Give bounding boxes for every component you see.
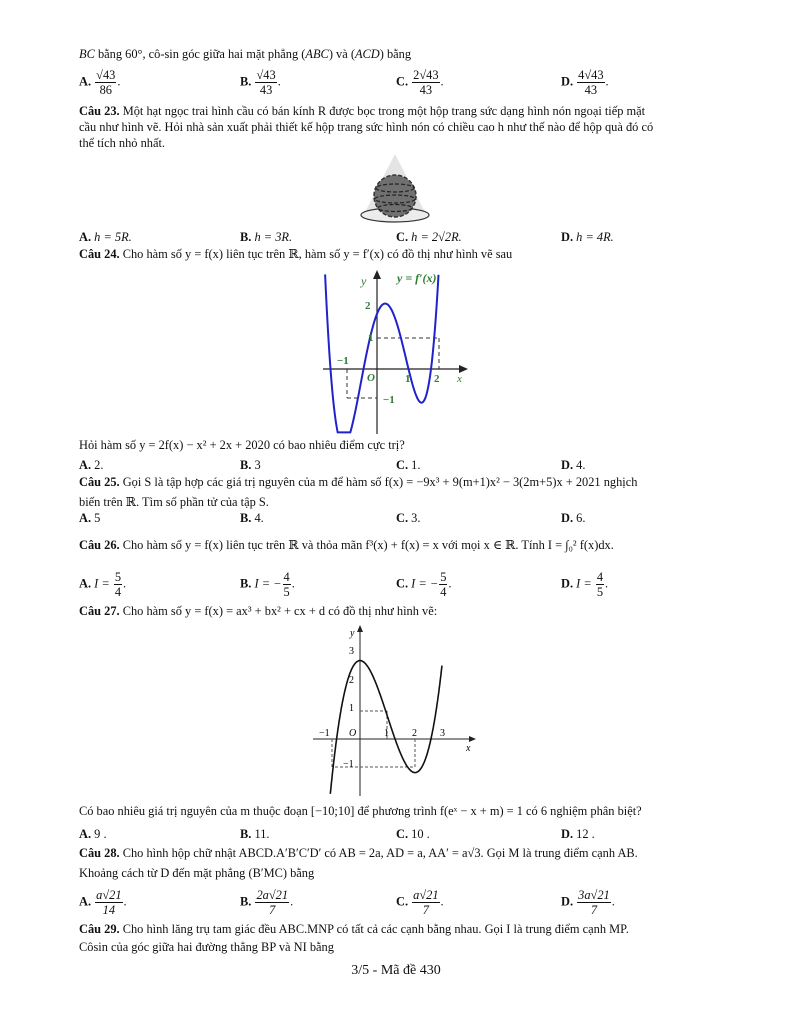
q22-text: ) bằng [379,47,412,61]
denominator: 4 [114,585,122,599]
origin-label: O [349,728,357,739]
x-tick-label: 2 [412,728,417,739]
q26-option-b[interactable]: B. I = − $\frac{4}{5}$ . [240,570,295,599]
option-label: A. [79,511,92,525]
question-label: Câu 26. [79,538,120,552]
fraction [95,888,122,917]
y-axis-arrow [373,270,381,279]
question-label: Câu 28. [79,846,120,860]
q24-question: Hỏi hàm số y = 2f(x) − x² + 2x + 2020 có bao nhiêu điểm cực trị? [79,438,405,452]
fraction [255,68,276,97]
q22-text: bằng 60°, cô-sin góc giữa hai mặt phẳng ( [94,47,306,61]
q28-option-a[interactable]: A. $\frac{a√21}{14}$ . [79,888,127,917]
option-label: B. [240,74,252,89]
option-label: C. [396,511,409,525]
fraction [114,570,122,599]
denominator: 43 [419,83,433,97]
option-label: C. [396,894,409,909]
numerator: 2√43 [413,68,439,82]
option-label: D. [561,458,574,472]
denominator: 7 [422,903,429,917]
x-axis-arrow [459,365,468,373]
q29-line2: Côsin của góc giữa hai đường thẳng BP và NI bằng [79,940,334,954]
q23-line3: thể tích nhỏ nhất. [79,136,166,150]
option-label: B. [240,894,252,909]
denominator: 5 [283,585,290,599]
fraction [255,888,289,917]
page-footer: 3/5 - Mã đề 430 [351,963,441,978]
q26-text: Cho hàm số y = f(x) liên tục trên ℝ và thỏa mãn f³(x) + f(x) = x với mọi x ∈ ℝ. Tính I = ∫₀² f(x)dx. [119,538,614,552]
option-text: 3. [411,511,421,525]
x-tick-label: 1 [384,728,389,739]
denominator: 43 [584,83,598,97]
option-label: C. [396,576,409,591]
option-text: 10 . [411,827,430,841]
option-label: A. [79,827,92,841]
y-axis-arrow [357,625,363,632]
sphere-in-cone-figure [355,152,435,228]
q27-option-d[interactable] [561,826,595,842]
q26-option-c[interactable]: C. I = − $\frac{5}{4}$ . [396,570,452,599]
fraction [577,68,604,97]
x-axis-label: x [457,373,462,385]
fraction [596,570,604,599]
option-text: 9 . [94,827,107,841]
option-label: C. [396,458,409,472]
option-label: B. [240,458,252,472]
denominator: 86 [99,83,112,97]
y-tick-label: 1 [349,703,354,714]
q27-option-a[interactable] [79,826,107,842]
y-tick-label: 2 [349,675,354,686]
option-label: C. [396,827,409,841]
x-axis-label: x [466,743,471,754]
q22-option-d[interactable]: D. $\frac{4√43}{43}$ . [561,68,609,97]
option-prefix: I = − [411,576,439,591]
y-tick-label: 2 [365,300,371,312]
y-tick-label: −1 [383,394,395,406]
q27-text: Cho hàm số y = f(x) = ax³ + bx² + cx + d có đồ thị như hình vẽ: [119,604,438,618]
option-text: 12 . [576,827,595,841]
denominator: 14 [102,903,116,917]
q25-option-c[interactable] [396,510,420,526]
numerator: 4 [283,570,290,584]
q22-text: ) và ( [328,47,355,61]
q25-option-d[interactable] [561,510,585,526]
origin-label: O [367,372,375,384]
numerator: a√21 [96,888,122,902]
option-text: 6. [576,511,586,525]
q22-text: BC [79,47,95,61]
q22-stem [79,46,411,62]
option-text: h = 4R. [576,230,614,244]
q26-line1 [79,537,614,553]
option-text: 1. [411,458,421,472]
option-label: D. [561,576,574,591]
q24-text: Cho hàm số y = f(x) liên tục trên ℝ, hàm số y = f′(x) có đồ thị như hình vẽ sau [119,247,513,261]
q24-option-b[interactable] [240,457,261,473]
q23-option-b[interactable] [240,229,292,245]
option-text: 4. [254,511,264,525]
option-text: h = 3R. [254,230,293,244]
option-text: 11. [254,827,270,841]
question-label: Câu 24. [79,247,120,261]
option-prefix: I = − [254,576,282,591]
q22-option-a[interactable]: A. $\frac{√43}{86}$ . [79,68,121,97]
numerator: 4 [596,570,604,584]
fraction [412,888,439,917]
derivative-curve [325,274,438,432]
y-tick-label: −1 [343,759,354,770]
option-label: D. [561,894,574,909]
denominator: 43 [259,83,273,97]
option-label: A. [79,458,92,472]
q27-question: Có bao nhiêu giá trị nguyên của m thuộc đoạn [−10;10] để phương trình f(eˣ − x + m) = 1 có 6 nghiệm phân biệt? [79,804,642,818]
q26-option-d[interactable]: D. I = $\frac{4}{5}$ . [561,570,609,599]
numerator: 2a√21 [256,888,289,902]
option-text: 5 [94,511,101,525]
option-prefix: I = [94,576,113,591]
q29-text: Cho hình lăng trụ tam giác đều ABC.MNP có tất cả các cạnh bằng nhau. Gọi I là trung điểm cạnh MP. [119,922,629,936]
x-tick-label: 3 [440,728,445,739]
option-label: C. [396,74,409,89]
q25-line2: biến trên ℝ. Tìm số phần tử của tập S. [79,495,269,509]
denominator: 4 [440,585,447,599]
y-tick-label: 3 [349,646,354,657]
q27-line1 [79,603,437,619]
q23-line2: cầu như hình vẽ. Hỏi nhà sản xuất phải thiết kế hộp trang sức hình nón có chiều cao h như thế nào để hộp quà đó có [79,120,654,134]
question-label: Câu 25. [79,475,120,489]
q25-line1 [79,474,637,490]
fraction [439,570,447,599]
q28-line1 [79,845,638,861]
curve-label: y = f′(x) [397,271,437,285]
q25-option-b[interactable] [240,510,264,526]
numerator: 5 [440,570,447,584]
q24-option-a[interactable] [79,457,103,473]
question-label: Câu 27. [79,604,120,618]
q28-option-c[interactable]: C. $\frac{a√21}{7}$ . [396,888,444,917]
option-text: 3 [254,458,261,472]
option-label: D. [561,74,574,89]
option-label: B. [240,230,252,244]
x-tick-label: 2 [434,373,440,385]
q22-plane: ACD [354,47,380,61]
q24-option-c[interactable] [396,457,420,473]
derivative-graph [315,262,475,437]
q23-option-d[interactable] [561,229,614,245]
x-axis-arrow [469,736,476,742]
numerator: √43 [96,68,116,82]
numerator: √43 [256,68,276,82]
fraction [95,68,116,97]
q24-option-d[interactable] [561,457,585,473]
numerator: a√21 [413,888,439,902]
option-label: A. [79,894,92,909]
q28-option-b[interactable]: B. $\frac{2a√21}{7}$ . [240,888,294,917]
numerator: 5 [114,570,122,584]
q26-option-a[interactable]: A. I = $\frac{5}{4}$ . [79,570,127,599]
fraction [577,888,611,917]
option-prefix: I = [576,576,595,591]
q22-option-c[interactable]: C. $\frac{2√43}{43}$ . [396,68,444,97]
option-label: A. [79,74,92,89]
y-axis-label: y [361,274,367,288]
option-text: h = 5R. [94,230,132,244]
question-label: Câu 23. [79,104,120,118]
y-axis-label: y [350,628,355,639]
q23-line1 [79,103,645,119]
option-label: C. [396,230,409,244]
denominator: 7 [269,903,276,917]
y-tick-label: 1 [368,332,374,344]
option-text: 2. [94,458,104,472]
option-label: B. [240,511,252,525]
q25-text: Gọi S là tập hợp các giá trị nguyên của m để hàm số f(x) = −9x³ + 9(m+1)x² − 3(2m+5)x + 2021 nghịch [119,475,638,489]
option-label: A. [79,576,92,591]
q23-text: Một hạt ngọc trai hình cầu có bán kính R được bọc trong một hộp trang sức dạng hình nón ngoại tiếp mặt [119,104,646,118]
q28-option-d[interactable]: D. $\frac{3a√21}{7}$ . [561,888,615,917]
x-tick-label: −1 [337,355,349,367]
x-tick-label: −1 [319,728,330,739]
option-label: B. [240,576,252,591]
q28-text: Cho hình hộp chữ nhật ABCD.A′B′C′D′ có AB = 2a, AD = a, AA′ = a√3. Gọi M là trung điểm cạnh AB. [119,846,638,860]
numerator: 3a√21 [578,888,610,902]
q23-option-a[interactable] [79,229,132,245]
q29-line1 [79,921,629,937]
q22-plane: ABC [305,47,329,61]
numerator: 4√43 [578,68,604,82]
x-tick-label: 1 [405,373,411,385]
q27-option-c[interactable] [396,826,430,842]
option-label: D. [561,230,574,244]
fraction [283,570,291,599]
denominator: 7 [590,903,598,917]
option-label: B. [240,827,252,841]
fraction [412,68,439,97]
denominator: 5 [596,585,604,599]
option-label: D. [561,827,574,841]
q24-line1 [79,246,512,262]
q28-line2: Khoảng cách từ D đến mặt phẳng (B′MC) bằng [79,866,315,880]
option-text: h = 2√2R. [411,230,462,244]
option-label: D. [561,511,574,525]
q22-option-b[interactable]: B. $\frac{√43}{43}$ . [240,68,281,97]
q25-option-a[interactable] [79,510,100,526]
option-label: A. [79,230,92,244]
q23-option-c[interactable] [396,229,462,245]
question-label: Câu 29. [79,922,120,936]
cubic-graph [305,620,485,798]
q27-option-b[interactable] [240,826,270,842]
option-text: 4. [576,458,586,472]
